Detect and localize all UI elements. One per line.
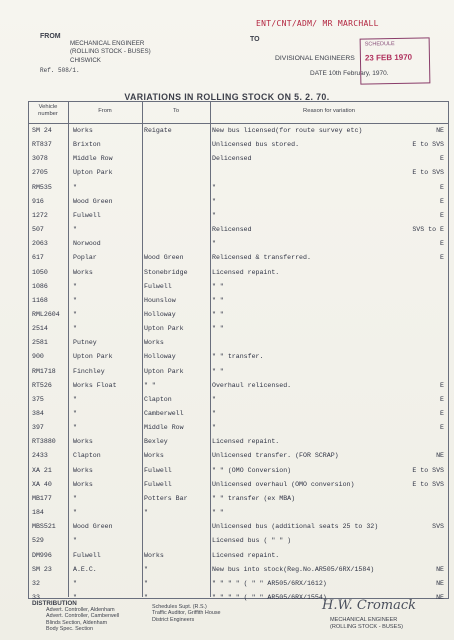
vehicle-number: RT837	[32, 141, 52, 149]
from-location: Upton Park	[73, 169, 113, 177]
destination-code: E	[440, 197, 444, 205]
from-location: "	[73, 296, 77, 304]
reason-text: " "	[212, 296, 224, 304]
table-row	[28, 323, 448, 338]
to-location: Fulwell	[144, 466, 172, 474]
from-line: CHISWICK	[70, 56, 101, 64]
vehicle-number: 2581	[32, 339, 48, 347]
to-location: Works	[144, 452, 164, 460]
reason-text: " " transfer.	[212, 353, 264, 361]
to-location: Hounslow	[144, 296, 176, 304]
from-location: "	[73, 494, 77, 502]
reason-text: " " " " ( " " AR505/6RX/1554)	[212, 593, 327, 601]
from-label: FROM	[40, 33, 61, 40]
vehicle-number: 2514	[32, 325, 48, 333]
from-location: "	[73, 424, 77, 432]
to-location: Holloway	[144, 310, 176, 318]
reason-text: "	[212, 424, 216, 432]
reason-text: " " (OMO Conversion)	[212, 466, 292, 474]
from-location: "	[73, 395, 77, 403]
reason-text: New bus into stock(Reg.No.AR505/6RX/1584)	[212, 565, 375, 573]
table-row	[28, 493, 448, 508]
table-row	[28, 465, 448, 480]
table-row	[28, 507, 448, 522]
to-location: "	[144, 593, 148, 601]
from-location: Fulwell	[73, 211, 101, 219]
vehicle-number: 2433	[32, 452, 48, 460]
header-divider	[28, 123, 448, 124]
destination-code: NE	[436, 565, 444, 573]
distribution-item: Body Spec. Section	[46, 626, 94, 633]
table-row	[28, 422, 448, 437]
table-row	[28, 564, 448, 579]
vehicle-number: RT526	[32, 381, 52, 389]
reason-text: " " transfer (ex MBA)	[212, 494, 296, 502]
from-location: Fulwell	[73, 551, 101, 559]
from-location: Clapton	[73, 452, 101, 460]
from-location: Works	[73, 438, 93, 446]
destination-code: E to SVS	[412, 141, 444, 149]
destination-code: E	[440, 381, 444, 389]
from-location: "	[73, 537, 77, 545]
reason-text: Unlicensed bus stored.	[212, 141, 300, 149]
from-location: Middle Row	[73, 155, 113, 163]
reason-text: " "	[212, 325, 224, 333]
from-location: Poplar	[73, 254, 97, 262]
table-row	[28, 436, 448, 451]
distribution-item: Advert. Controller, Aldenham	[46, 607, 115, 613]
reason-text: "	[212, 211, 216, 219]
distribution-item: Advert. Controller, Camberwell	[46, 613, 120, 620]
reason-text: Licensed repaint.	[212, 438, 280, 446]
from-location: Wood Green	[73, 197, 113, 205]
destination-code: E to SVS	[412, 480, 444, 488]
destination-code: NE	[436, 127, 444, 134]
destination-code: E	[440, 183, 444, 191]
vehicle-number: DM996	[32, 551, 52, 559]
vehicle-number: 2705	[32, 169, 48, 177]
distribution-item: Traffic Auditor, Griffith House	[152, 610, 221, 617]
to-location: Clapton	[144, 395, 172, 403]
reason-text: "	[212, 410, 216, 417]
reason-text: New bus licensed(for route survey etc)	[212, 127, 363, 134]
table-row	[28, 408, 448, 423]
from-location: Putney	[73, 339, 97, 347]
to-location: Middle Row	[144, 424, 184, 432]
column-header-vehicle	[28, 104, 68, 117]
reason-text: Unlicensed bus (additional seats 25 to 32)	[212, 523, 379, 531]
distribution-item: Schedules Supt. (R.S.)	[152, 604, 207, 610]
received-stamp	[360, 37, 431, 84]
to-location: Holloway	[144, 353, 176, 361]
destination-code: E to SVS	[412, 169, 444, 177]
from-location: "	[73, 593, 77, 601]
distribution-list	[46, 607, 119, 633]
reason-text: "	[212, 240, 216, 248]
vehicle-number: 33	[32, 593, 40, 601]
to-location: "	[144, 565, 148, 573]
table-row	[28, 394, 448, 409]
vehicle-number: 916	[32, 197, 44, 205]
table-row	[28, 309, 448, 324]
from-location: Norwood	[73, 240, 101, 248]
reason-text: Licensed bus ( " " )	[212, 537, 292, 545]
from-line: (ROLLING STOCK - BUSES)	[70, 48, 151, 56]
destination-code: E to SVS	[412, 466, 444, 474]
reason-text: " "	[212, 367, 224, 375]
from-location: Works	[73, 480, 93, 488]
vehicle-number: MB177	[32, 494, 52, 502]
vehicle-number: RM1718	[32, 367, 56, 375]
signature-role-line: MECHANICAL ENGINEER	[330, 617, 398, 623]
from-location: Upton Park	[73, 353, 113, 361]
distribution-item: District Engineers	[152, 616, 195, 623]
to-location: Upton Park	[144, 325, 184, 333]
table-row	[28, 281, 448, 296]
to-location: Fulwell	[144, 282, 172, 290]
reason-text: "	[212, 395, 216, 403]
table-row	[28, 535, 448, 550]
destination-code: E	[440, 395, 444, 403]
destination-code: NE	[436, 452, 444, 460]
from-location: "	[73, 325, 77, 333]
reason-text: Relicensed	[212, 226, 252, 234]
vehicle-number: 1272	[32, 211, 48, 219]
table-row	[28, 479, 448, 494]
from-location: Works	[73, 127, 93, 134]
destination-code: E	[440, 155, 444, 163]
table-row	[28, 139, 448, 154]
to-location: Reigate	[144, 127, 172, 134]
vehicle-number: 1050	[32, 268, 48, 276]
to-location: Camberwell	[144, 410, 184, 417]
vehicle-number: 617	[32, 254, 44, 262]
from-location: A.E.C.	[73, 565, 97, 573]
table-row	[28, 380, 448, 395]
from-location: Works Float	[73, 381, 117, 389]
table-row	[28, 521, 448, 536]
to-location: "	[144, 579, 148, 587]
reason-text: Unlicensed overhaul (OMO conversion)	[212, 480, 355, 488]
vehicle-number: XA 40	[32, 480, 52, 488]
vehicle-number: 529	[32, 537, 44, 545]
table-row	[28, 238, 448, 253]
destination-code: E	[440, 424, 444, 432]
vehicle-number: 375	[32, 395, 44, 403]
to-location: Potters Bar	[144, 494, 188, 502]
table-row	[28, 450, 448, 465]
table-row	[28, 366, 448, 381]
from-location: "	[73, 282, 77, 290]
from-address	[70, 40, 151, 65]
destination-code: NE	[436, 593, 444, 601]
vehicle-number: 3078	[32, 155, 48, 163]
vehicle-number: 900	[32, 353, 44, 361]
vehicle-number: 184	[32, 509, 44, 517]
table-row	[28, 550, 448, 565]
vehicle-number: XA 21	[32, 466, 52, 474]
vehicle-number: SM 24	[32, 127, 52, 134]
column-header-from: From	[98, 108, 112, 114]
reason-text: Licensed repaint.	[212, 268, 280, 276]
reason-text: " "	[212, 282, 224, 290]
table-row	[28, 351, 448, 366]
signature-role	[330, 617, 403, 631]
from-location: "	[73, 509, 77, 517]
vehicle-number: 1168	[32, 296, 48, 304]
from-location: Brixton	[73, 141, 101, 149]
stamp-date: 23 FEB 1970	[364, 52, 413, 63]
to-location: Wood Green	[144, 254, 184, 262]
reason-text: Licensed repaint.	[212, 551, 280, 559]
reason-text: Unlicensed transfer. (FOR SCRAP)	[212, 452, 339, 460]
reason-text: "	[212, 183, 216, 191]
reason-text: Relicensed & transferred.	[212, 254, 311, 262]
reason-text: " "	[212, 310, 224, 318]
distribution-item: Blinds Section, Aldenham	[46, 619, 108, 626]
destination-code: E	[440, 410, 444, 417]
vehicle-number: 384	[32, 410, 44, 417]
destination-code: NE	[436, 579, 444, 587]
table-row	[28, 196, 448, 211]
vehicle-number: 397	[32, 424, 44, 432]
vehicle-number: RT3880	[32, 438, 56, 446]
column-header-to: To	[172, 108, 180, 114]
destination-code: SVS	[432, 523, 444, 531]
from-location: Finchley	[73, 367, 105, 375]
distribution-list-2	[152, 604, 221, 623]
vehicle-number: MBS521	[32, 523, 56, 531]
from-location: Works	[73, 466, 93, 474]
table-row	[28, 210, 448, 225]
from-location: "	[73, 579, 77, 587]
table-row	[28, 153, 448, 168]
from-location: "	[73, 226, 77, 234]
column-header-vehicle-line: number	[38, 110, 58, 117]
to-location: " "	[144, 381, 156, 389]
to-location: Fulwell	[144, 480, 172, 488]
destination-code: E	[440, 211, 444, 219]
table-row	[28, 295, 448, 310]
distribution-label: DISTRIBUTION	[32, 600, 77, 607]
from-line: MECHANICAL ENGINEER	[70, 40, 145, 47]
signature: H.W. Cromack	[322, 598, 417, 613]
to-location: "	[144, 509, 148, 517]
to-location: Upton Park	[144, 367, 184, 375]
table-row	[28, 252, 448, 267]
to-location: Works	[144, 551, 164, 559]
column-header-vehicle-line: Vehicle	[38, 104, 58, 110]
table-row	[28, 182, 448, 197]
reason-text: Delicensed	[212, 155, 252, 163]
reference-number: Ref. 508/1.	[40, 67, 80, 74]
reason-text: "	[212, 197, 216, 205]
vehicle-number: RML2604	[32, 310, 60, 318]
vehicle-number: RM535	[32, 183, 52, 191]
reason-text: " " " " ( " " AR505/6RX/1612)	[212, 579, 327, 587]
vehicle-number: 507	[32, 226, 44, 234]
to-location: Stonebridge	[144, 268, 188, 276]
vehicle-number: SM 23	[32, 565, 52, 573]
table-row	[28, 337, 448, 352]
reason-text: " "	[212, 509, 224, 517]
destination-code: E	[440, 240, 444, 248]
reason-text: Overhaul relicensed.	[212, 381, 292, 389]
table-row	[28, 125, 448, 140]
from-location: "	[73, 183, 77, 191]
destination-code: SVS to E	[412, 226, 444, 234]
table-row	[28, 267, 448, 282]
document-date: DATE 10th February, 1970.	[310, 70, 389, 77]
handwritten-recipients: ENT/CNT/ADM/ MR MARCHALL	[256, 19, 379, 28]
column-header-reason: Reason for variation	[303, 108, 355, 114]
from-location: Wood Green	[73, 523, 113, 531]
from-location: Works	[73, 268, 93, 276]
to-location: Bexley	[144, 438, 168, 446]
to-recipient: DIVISIONAL ENGINEERS	[275, 55, 355, 62]
vehicle-number: 2063	[32, 240, 48, 248]
from-location: "	[73, 310, 77, 318]
document-title: VARIATIONS IN ROLLING STOCK ON 5. 2. 70.	[124, 92, 330, 102]
table-row	[28, 167, 448, 182]
to-location: Works	[144, 339, 164, 347]
table-row	[28, 224, 448, 239]
destination-code: E	[440, 254, 444, 262]
vehicle-number: 1086	[32, 282, 48, 290]
from-location: "	[73, 410, 77, 417]
to-label: TO	[250, 36, 260, 43]
vehicle-number: 32	[32, 579, 40, 587]
signature-role-line: (ROLLING STOCK - BUSES)	[330, 624, 403, 631]
table-row	[28, 578, 448, 593]
stamp-label: SCHEDULE	[364, 41, 395, 48]
